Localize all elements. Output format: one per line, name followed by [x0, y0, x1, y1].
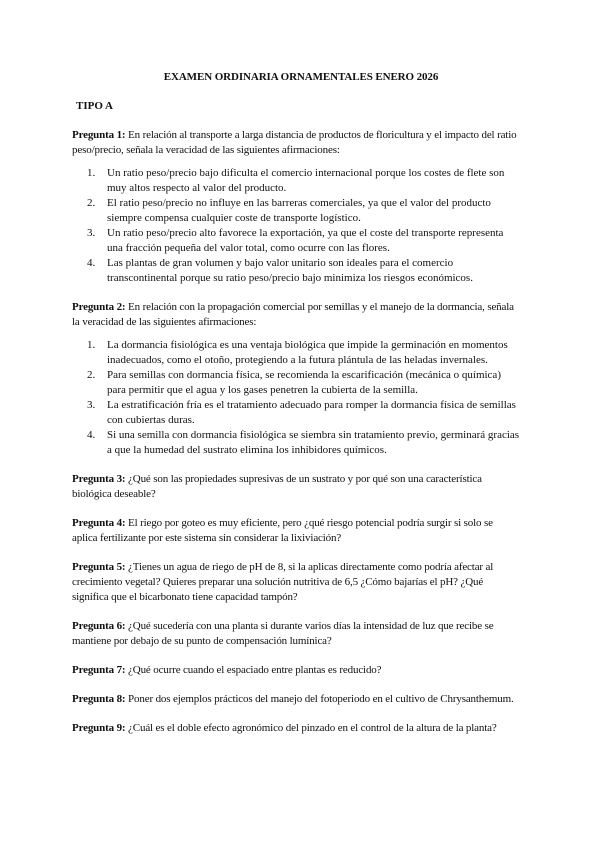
option-item [87, 338, 520, 368]
option-item [87, 166, 520, 196]
exam-title: EXAMEN ORDINARIA ORNAMENTALES ENERO 2026 [163, 71, 439, 83]
option-text: La estratificación fría es el tratamiento adecuado para romper la dormancia física de semillas con cubiertas duras. [107, 399, 516, 426]
question-7-text: ¿Qué ocurre cuando el espaciado entre plantas es reducido? [125, 664, 382, 676]
question-8 [72, 692, 520, 707]
question-3-text: ¿Qué son las propiedades supresivas de un sustrato y por qué son una característica biológica deseable? [72, 473, 482, 500]
question-8-text: Poner dos ejemplos prácticos del manejo del fotoperiodo en el cultivo de Chrysanthemum. [125, 693, 514, 705]
question-4 [72, 516, 520, 546]
option-number: 4. [87, 257, 96, 269]
question-6-label: Pregunta 6: [72, 620, 126, 632]
question-5-label: Pregunta 5: [72, 561, 126, 573]
option-item [87, 398, 520, 428]
question-1 [72, 128, 520, 286]
question-2-text: En relación con la propagación comercial por semillas y el manejo de la dormancia, señala la veracidad de las siguientes afirmaciones: [72, 301, 514, 328]
option-item [87, 196, 520, 226]
question-3-label: Pregunta 3: [72, 473, 126, 485]
question-1-label: Pregunta 1: [72, 129, 126, 141]
option-text: Para semillas con dormancia física, se recomienda la escarificación (mecánica o química) para permitir que el agua y los gases penetren la cubierta de la semilla. [107, 369, 501, 396]
option-item [87, 256, 520, 286]
question-6 [72, 619, 520, 649]
option-number: 3. [87, 227, 96, 239]
question-7-label: Pregunta 7: [72, 664, 126, 676]
option-text: Las plantas de gran volumen y bajo valor unitario son ideales para el comercio transcontinental porque su ratio peso/precio bajo minimiza los riesgos económicos. [107, 257, 473, 284]
option-text: Un ratio peso/precio alto favorece la exportación, ya que el coste del transporte representa una fracción pequeña del valor total, como ocurre con las flores. [107, 227, 504, 254]
question-9-text: ¿Cuál es el doble efecto agronómico del pinzado en el control de la altura de la planta? [125, 722, 497, 734]
question-2 [72, 300, 520, 458]
question-4-label: Pregunta 4: [72, 517, 126, 529]
question-8-label: Pregunta 8: [72, 693, 126, 705]
question-3 [72, 472, 520, 502]
question-9-label: Pregunta 9: [72, 722, 126, 734]
question-5-text: ¿Tienes un agua de riego de pH de 8, si la aplicas directamente como podría afectar al crecimiento vegetal? Quieres preparar una solución nutritiva de 6,5 ¿Cómo bajarías el pH? ¿Qué significa que el bicarbonato tiene capacidad tampón? [72, 561, 494, 603]
question-1-statement [72, 128, 520, 158]
option-number: 2. [87, 369, 96, 381]
question-1-options [72, 166, 520, 286]
question-1-text: En relación al transporte a larga distancia de productos de floricultura y el impacto del ratio peso/precio, señala la veracidad de las siguientes afirmaciones: [72, 129, 517, 156]
question-2-label: Pregunta 2: [72, 301, 126, 313]
question-2-options [72, 338, 520, 458]
question-6-text: ¿Qué sucedería con una planta si durante varios días la intensidad de luz que recibe se mantiene por debajo de su punto de compensación lumínica? [72, 620, 494, 647]
question-2-statement [72, 300, 520, 330]
option-text: El ratio peso/precio no influye en las barreras comerciales, ya que el valor del producto siempre compensa cualquier coste de transporte logístico. [107, 197, 491, 224]
exam-type: TIPO A [76, 100, 113, 112]
option-item [87, 368, 520, 398]
option-number: 2. [87, 197, 96, 209]
question-9 [72, 721, 520, 736]
option-item [87, 226, 520, 256]
option-number: 4. [87, 429, 96, 441]
option-text: Si una semilla con dormancia fisiológica se siembra sin tratamiento previo, germinará gracias a que la humedad del sustrato elimina los inhibidores químicos. [107, 429, 520, 456]
option-number: 3. [87, 399, 96, 411]
option-text: La dormancia fisiológica es una ventaja biológica que impide la germinación en momentos inadecuados, como el otoño, protegiendo a la futura plántula de las heladas invernales. [107, 339, 508, 366]
option-number: 1. [87, 167, 96, 179]
question-5 [72, 560, 520, 605]
option-item [87, 428, 520, 458]
question-4-text: El riego por goteo es muy eficiente, pero ¿qué riesgo potencial podría surgir si solo se aplica fertilizante por este sistema sin considerar la lixiviación? [72, 517, 493, 544]
question-7 [72, 663, 520, 678]
option-number: 1. [87, 339, 96, 351]
option-text: Un ratio peso/precio bajo dificulta el comercio internacional porque los costes de flete son muy altos respecto al valor del producto. [107, 167, 505, 194]
